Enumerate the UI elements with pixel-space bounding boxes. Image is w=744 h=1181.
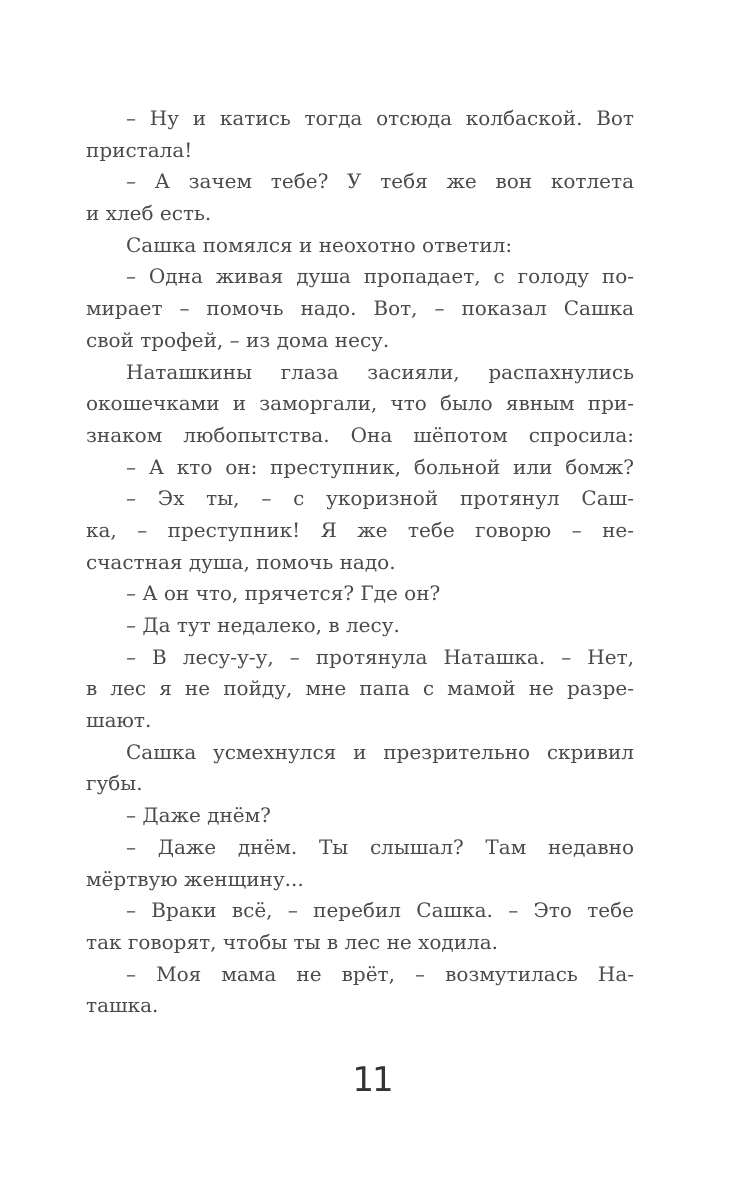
text-line: – Даже днём? bbox=[126, 803, 271, 828]
text-line: ташка. bbox=[86, 993, 159, 1018]
text-line: пристала! bbox=[86, 137, 193, 162]
text-line: в лес я не пойду, мне папа с мамой не разре- bbox=[86, 676, 634, 701]
text-line: ка, – преступник! Я же тебе говорю – не- bbox=[86, 517, 634, 542]
text-line: – Эх ты, – с укоризной протянул Саш- bbox=[126, 486, 634, 511]
text-line: – А он что, прячется? Где он? bbox=[126, 581, 441, 606]
text-line: Сашка усмехнулся и презрительно скривил bbox=[126, 739, 634, 764]
body-text bbox=[86, 103, 634, 1022]
text-line: знаком любопытства. Она шёпотом спросила: bbox=[86, 422, 634, 447]
text-line: – Враки всё, – перебил Сашка. – Это тебе bbox=[126, 898, 634, 923]
text-line: – А кто он: преступник, больной или бомж? bbox=[126, 454, 634, 479]
text-line: Сашка помялся и неохотно ответил: bbox=[126, 232, 513, 257]
text-line: и хлеб есть. bbox=[86, 201, 212, 226]
text-line: – Даже днём. Ты слышал? Там недавно bbox=[126, 834, 634, 859]
text-line: – Ну и катись тогда отсюда колбаской. Вот bbox=[126, 106, 634, 130]
text-line: – Одна живая душа пропадает, с голоду по- bbox=[126, 264, 634, 289]
text-line: – В лесу-у-у, – протянула Наташка. – Нет, bbox=[126, 644, 634, 669]
text-line: шают. bbox=[86, 708, 152, 733]
text-line: – Моя мама не врёт, – возмутилась На- bbox=[126, 961, 634, 986]
text-line: так говорят, чтобы ты в лес не ходила. bbox=[86, 929, 499, 954]
text-line: свой трофей, – из дома несу. bbox=[86, 327, 390, 352]
page-number: 11 bbox=[352, 1060, 392, 1100]
text-line: – А зачем тебе? У тебя же вон котлета bbox=[126, 169, 634, 194]
text-line: окошечками и заморгали, что было явным при- bbox=[86, 391, 634, 416]
text-line: – Да тут недалеко, в лесу. bbox=[126, 613, 400, 637]
text-line: счастная душа, помочь надо. bbox=[86, 549, 396, 574]
text-line: мёртвую женщину... bbox=[86, 866, 304, 891]
text-line: губы. bbox=[86, 771, 143, 796]
text-line: Наташкины глаза засияли, распахнулись bbox=[126, 359, 634, 384]
text-line: мирает – помочь надо. Вот, – показал Сашка bbox=[86, 296, 634, 321]
